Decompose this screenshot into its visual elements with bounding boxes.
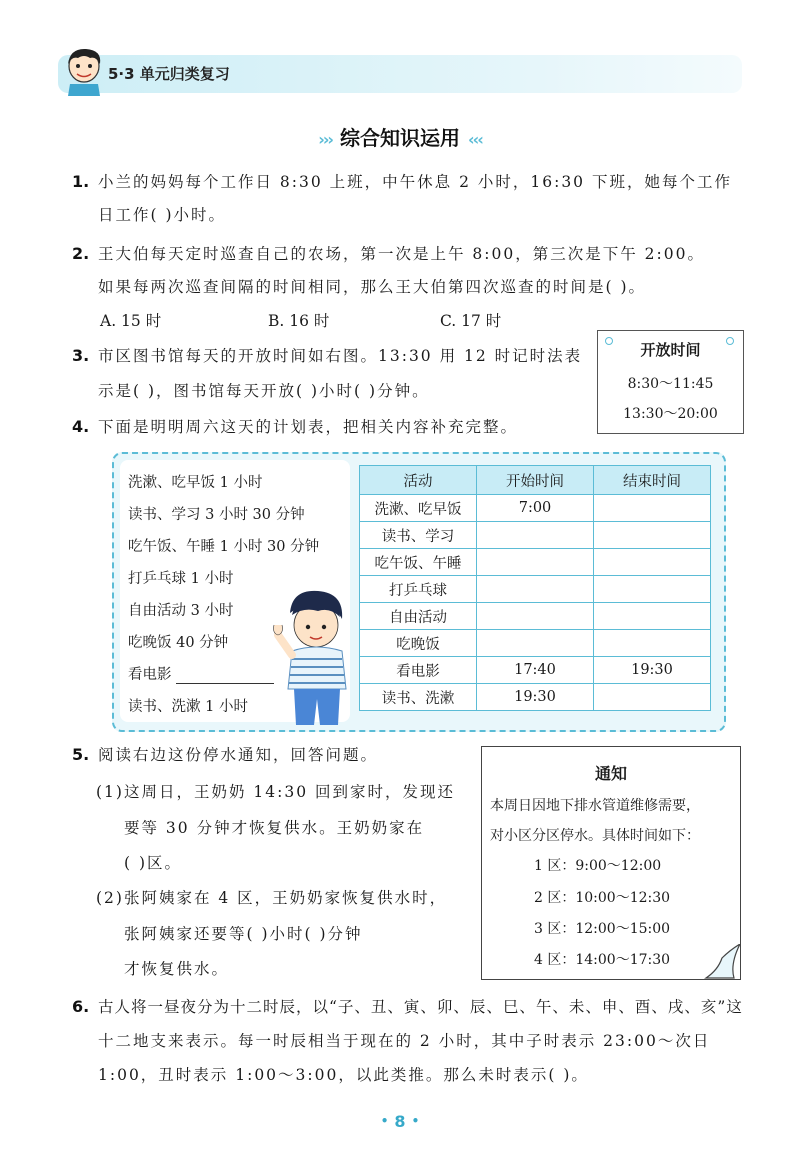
q6-line1: 古人将一昼夜分为十二时辰，以“子、丑、寅、卯、辰、巳、午、未、申、酉、戌、亥”这	[98, 998, 743, 1016]
q6-number: 6.	[72, 997, 90, 1016]
q2-option-b: B. 16 时	[268, 312, 330, 330]
opening-hours-morning: 8:30～11:45	[627, 376, 714, 392]
col-end: 结束时间	[594, 466, 711, 495]
plan-item: 自由活动 3 小时	[128, 603, 234, 619]
cell-start[interactable]	[477, 630, 594, 657]
section-title-text: 综合知识运用	[340, 126, 460, 150]
cell-start[interactable]	[477, 576, 594, 603]
cell-start[interactable]	[477, 522, 594, 549]
plan-item: 吃晚饭 40 分钟	[128, 635, 229, 651]
cell-activity: 洗漱、吃早饭	[360, 495, 477, 522]
table-row	[360, 549, 711, 576]
q4-number: 4.	[72, 417, 90, 436]
opening-hours-afternoon: 13:30～20:00	[623, 406, 718, 422]
table-row	[360, 522, 711, 549]
page-curl-icon	[700, 944, 740, 979]
bullet-icon: •	[380, 1114, 389, 1128]
cell-activity: 看电影	[360, 657, 477, 684]
plan-item: 吃午饭、午睡 1 小时 30 分钟	[128, 539, 320, 555]
plan-item: 洗漱、吃早饭 1 小时	[128, 475, 263, 491]
q2-option-a: A. 15 时	[100, 312, 162, 330]
cell-activity: 读书、洗漱	[360, 684, 477, 711]
q1-line2: 日工作( )小时。	[98, 206, 227, 224]
mascot-icon	[62, 44, 106, 96]
cell-end[interactable]	[594, 576, 711, 603]
q5-sub2-line1: (2)张阿姨家在 4 区，王奶奶家恢复供水时，	[96, 889, 448, 907]
plan-item: 读书、洗漱 1 小时	[128, 699, 248, 715]
bullet-icon: •	[411, 1114, 420, 1128]
q2-line2: 如果每两次巡查间隔的时间相同，那么王大伯第四次巡查的时间是( )。	[98, 278, 647, 296]
q5-sub2-line2: 张阿姨家还要等( )小时( )分钟	[124, 925, 363, 943]
cell-activity: 读书、学习	[360, 522, 477, 549]
opening-hours-box	[597, 330, 744, 434]
notice-line2: 对小区分区停水。具体时间如下：	[490, 828, 700, 844]
q5-sub1-line1: (1)这周日，王奶奶 14:30 回到家时，发现还	[96, 783, 455, 801]
table-row	[360, 576, 711, 603]
q6-line3: 1:00，丑时表示 1:00～3:00，以此类推。那么未时表示( )。	[98, 1066, 589, 1084]
q5-line1: 阅读右边这份停水通知，回答问题。	[98, 746, 379, 764]
plan-table-header	[360, 466, 711, 495]
q3-number: 3.	[72, 346, 90, 365]
cell-end[interactable]	[594, 549, 711, 576]
page-number	[0, 1112, 800, 1131]
cell-activity: 打乒乓球	[360, 576, 477, 603]
table-row	[360, 657, 711, 684]
boy-illustration	[270, 585, 365, 725]
cell-activity: 吃晚饭	[360, 630, 477, 657]
notice-line1: 本周日因地下排水管道维修需要，	[490, 798, 700, 814]
plan-item: 打乒乓球 1 小时	[128, 571, 234, 587]
section-title	[0, 122, 800, 151]
q1-number: 1.	[72, 172, 90, 191]
cell-start: 7:00	[477, 495, 594, 522]
col-start: 开始时间	[477, 466, 594, 495]
q2-number: 2.	[72, 244, 90, 263]
q2-option-c: C. 17 时	[440, 312, 502, 330]
notice-title: 通知	[594, 764, 627, 783]
q6-line2: 十二地支来表示。每一时辰相当于现在的 2 小时，其中子时表示 23:00～次日	[98, 1032, 711, 1050]
cell-end[interactable]	[594, 630, 711, 657]
plan-item: 读书、学习 3 小时 30 分钟	[128, 507, 305, 523]
cell-activity: 吃午饭、午睡	[360, 549, 477, 576]
plan-item-movie-label: 看电影	[128, 667, 172, 683]
q3-line1: 市区图书馆每天的开放时间如右图。13:30 用 12 时记时法表	[98, 347, 583, 365]
page-number-text: 8	[394, 1112, 406, 1131]
table-row	[360, 630, 711, 657]
cell-start[interactable]	[477, 549, 594, 576]
table-row	[360, 495, 711, 522]
table-row	[360, 684, 711, 711]
cell-start: 19:30	[477, 684, 594, 711]
right-arrows-icon: ‹‹‹	[468, 130, 482, 149]
cell-end[interactable]	[594, 495, 711, 522]
col-activity: 活动	[360, 466, 477, 495]
cell-end: 19:30	[594, 657, 711, 684]
movie-duration-blank[interactable]	[176, 669, 274, 684]
notice-zone1: 1 区：9:00～12:00	[534, 858, 662, 874]
q5-sub2-line3: 才恢复供水。	[124, 960, 230, 978]
plan-table	[359, 465, 711, 711]
q3-line2: 示是( )，图书馆每天开放( )小时( )分钟。	[98, 382, 430, 400]
plan-item-movie	[128, 663, 274, 684]
q4-line1: 下面是明明周六这天的计划表，把相关内容补充完整。	[98, 418, 519, 436]
header-title: 5·3 单元归类复习	[108, 65, 230, 83]
cell-start[interactable]	[477, 603, 594, 630]
cell-end[interactable]	[594, 603, 711, 630]
q5-sub1-line3: ( )区。	[124, 854, 183, 872]
cell-activity: 自由活动	[360, 603, 477, 630]
left-arrows-icon: ›››	[318, 130, 332, 149]
notice-zone3: 3 区：12:00～15:00	[534, 921, 671, 937]
cell-end[interactable]	[594, 522, 711, 549]
notice-zone4: 4 区：14:00～17:30	[534, 952, 671, 968]
q5-sub1-line2: 要等 30 分钟才恢复供水。王奶奶家在	[124, 819, 425, 837]
cell-end[interactable]	[594, 684, 711, 711]
q1-line1: 小兰的妈妈每个工作日 8:30 上班，中午休息 2 小时，16:30 下班，她每个工作	[98, 173, 732, 191]
notice-zone2: 2 区：10:00～12:30	[534, 890, 671, 906]
q5-number: 5.	[72, 745, 90, 764]
opening-hours-title: 开放时间	[640, 341, 701, 359]
cell-start: 17:40	[477, 657, 594, 684]
q2-line1: 王大伯每天定时巡查自己的农场，第一次是上午 8:00，第三次是下午 2:00。	[98, 245, 705, 263]
table-row	[360, 603, 711, 630]
